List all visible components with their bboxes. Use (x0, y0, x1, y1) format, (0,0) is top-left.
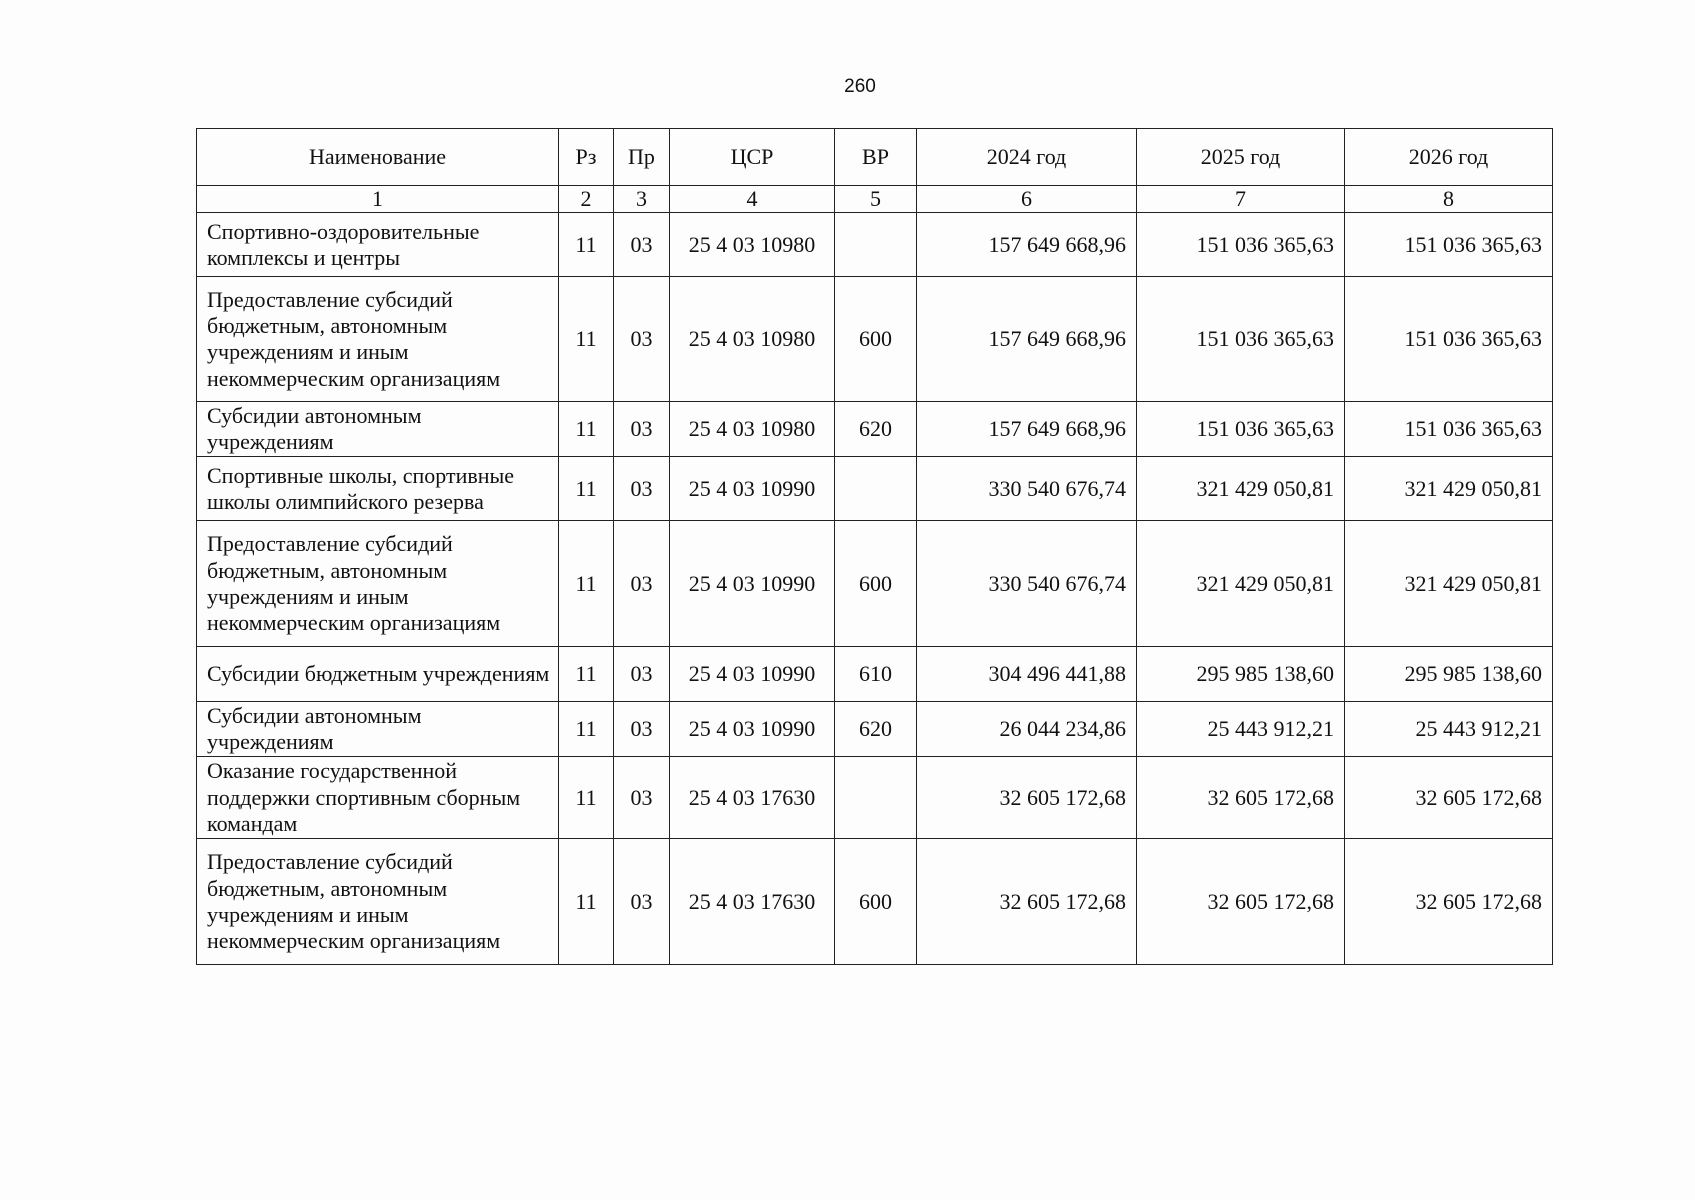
row-vr: 610 (835, 647, 917, 702)
row-2025: 295 985 138,60 (1137, 647, 1345, 702)
row-name: Спортивные школы, спортивные школы олимпийского резерва (197, 457, 559, 521)
header-2024: 2024 год (917, 129, 1137, 186)
row-vr: 600 (835, 521, 917, 647)
row-vr: 620 (835, 402, 917, 457)
row-2025: 151 036 365,63 (1137, 277, 1345, 402)
row-pr: 03 (614, 839, 670, 965)
column-number: 2 (559, 186, 614, 213)
row-name: Предоставление субсидий бюджетным, автономным учреждениям и иным некоммерческим организациям (197, 839, 559, 965)
column-number: 3 (614, 186, 670, 213)
row-csr: 25 4 03 10980 (670, 277, 835, 402)
header-rz: Рз (559, 129, 614, 186)
table-row (197, 702, 1553, 757)
row-rz: 11 (559, 277, 614, 402)
column-number: 7 (1137, 186, 1345, 213)
row-name: Оказание государственной поддержки спортивным сборным командам (197, 757, 559, 839)
row-name: Субсидии автономным учреждениям (197, 702, 559, 757)
table-row (197, 277, 1553, 402)
table-row (197, 521, 1553, 647)
table-row (197, 213, 1553, 277)
row-2024: 304 496 441,88 (917, 647, 1137, 702)
column-number: 8 (1345, 186, 1553, 213)
row-csr: 25 4 03 10980 (670, 402, 835, 457)
table-row (197, 647, 1553, 702)
row-2024: 157 649 668,96 (917, 402, 1137, 457)
row-csr: 25 4 03 17630 (670, 757, 835, 839)
row-vr (835, 457, 917, 521)
row-csr: 25 4 03 10990 (670, 457, 835, 521)
row-name: Субсидии бюджетным учреждениям (197, 647, 559, 702)
row-csr: 25 4 03 10990 (670, 702, 835, 757)
row-name: Спортивно-оздоровительные комплексы и центры (197, 213, 559, 277)
row-pr: 03 (614, 402, 670, 457)
row-2025: 151 036 365,63 (1137, 402, 1345, 457)
row-rz: 11 (559, 213, 614, 277)
column-number: 6 (917, 186, 1137, 213)
row-2026: 295 985 138,60 (1345, 647, 1553, 702)
row-vr (835, 757, 917, 839)
header-row (197, 129, 1553, 186)
row-2026: 151 036 365,63 (1345, 402, 1553, 457)
column-number: 4 (670, 186, 835, 213)
row-2025: 32 605 172,68 (1137, 839, 1345, 965)
row-2024: 157 649 668,96 (917, 213, 1137, 277)
row-2026: 32 605 172,68 (1345, 757, 1553, 839)
column-number-row (197, 186, 1553, 213)
row-2026: 151 036 365,63 (1345, 277, 1553, 402)
row-rz: 11 (559, 457, 614, 521)
header-name: Наименование (197, 129, 559, 186)
row-2026: 151 036 365,63 (1345, 213, 1553, 277)
page-number: 260 (844, 76, 876, 97)
row-rz: 11 (559, 702, 614, 757)
header-2026: 2026 год (1345, 129, 1553, 186)
row-2026: 25 443 912,21 (1345, 702, 1553, 757)
row-csr: 25 4 03 17630 (670, 839, 835, 965)
table-row (197, 757, 1553, 839)
row-csr: 25 4 03 10990 (670, 647, 835, 702)
row-name: Субсидии автономным учреждениям (197, 402, 559, 457)
row-rz: 11 (559, 521, 614, 647)
row-2024: 32 605 172,68 (917, 839, 1137, 965)
row-pr: 03 (614, 757, 670, 839)
row-vr: 600 (835, 839, 917, 965)
row-pr: 03 (614, 213, 670, 277)
header-vr: ВР (835, 129, 917, 186)
row-2024: 32 605 172,68 (917, 757, 1137, 839)
header-pr: Пр (614, 129, 670, 186)
row-rz: 11 (559, 757, 614, 839)
row-pr: 03 (614, 277, 670, 402)
row-2025: 25 443 912,21 (1137, 702, 1345, 757)
row-rz: 11 (559, 402, 614, 457)
row-vr: 620 (835, 702, 917, 757)
header-csr: ЦСР (670, 129, 835, 186)
table-row (197, 402, 1553, 457)
row-name: Предоставление субсидий бюджетным, автономным учреждениям и иным некоммерческим организациям (197, 521, 559, 647)
row-vr (835, 213, 917, 277)
row-2024: 330 540 676,74 (917, 521, 1137, 647)
row-pr: 03 (614, 457, 670, 521)
row-2025: 151 036 365,63 (1137, 213, 1345, 277)
row-2024: 26 044 234,86 (917, 702, 1137, 757)
column-number: 5 (835, 186, 917, 213)
row-2024: 330 540 676,74 (917, 457, 1137, 521)
row-2024: 157 649 668,96 (917, 277, 1137, 402)
row-2026: 32 605 172,68 (1345, 839, 1553, 965)
row-2025: 321 429 050,81 (1137, 457, 1345, 521)
row-csr: 25 4 03 10980 (670, 213, 835, 277)
header-2025: 2025 год (1137, 129, 1345, 186)
row-name: Предоставление субсидий бюджетным, автономным учреждениям и иным некоммерческим организациям (197, 277, 559, 402)
row-pr: 03 (614, 521, 670, 647)
row-rz: 11 (559, 647, 614, 702)
row-2026: 321 429 050,81 (1345, 521, 1553, 647)
column-number: 1 (197, 186, 559, 213)
row-pr: 03 (614, 702, 670, 757)
row-pr: 03 (614, 647, 670, 702)
row-rz: 11 (559, 839, 614, 965)
budget-table (196, 128, 1553, 965)
row-2025: 32 605 172,68 (1137, 757, 1345, 839)
row-2025: 321 429 050,81 (1137, 521, 1345, 647)
table-row (197, 457, 1553, 521)
row-csr: 25 4 03 10990 (670, 521, 835, 647)
table-row (197, 839, 1553, 965)
row-vr: 600 (835, 277, 917, 402)
row-2026: 321 429 050,81 (1345, 457, 1553, 521)
